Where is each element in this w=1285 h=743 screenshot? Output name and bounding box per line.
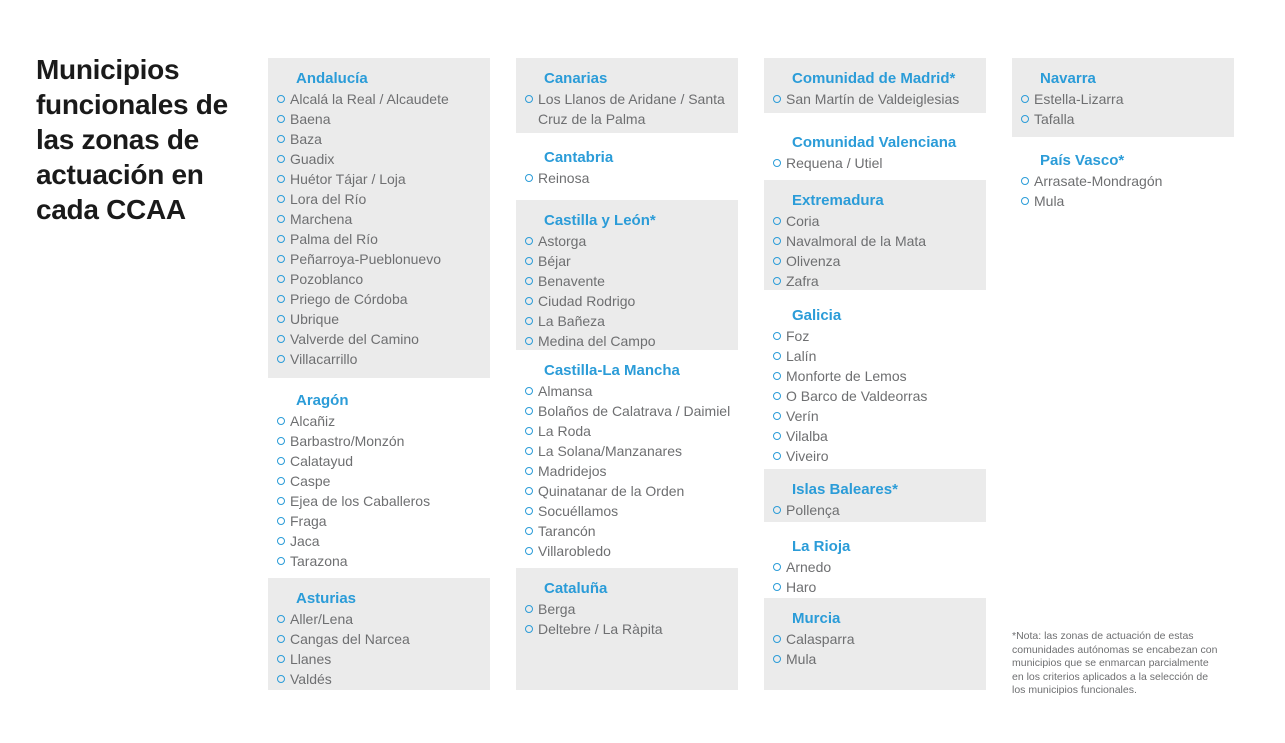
municipality-label: Mula (786, 651, 817, 667)
municipality-label: Pollença (786, 502, 840, 518)
municipality-label: Tarancón (538, 523, 596, 539)
municipality-label: Marchena (290, 211, 353, 227)
region-section (268, 380, 520, 571)
municipality-item (268, 289, 490, 309)
municipality-item (516, 461, 768, 481)
circle-bullet-icon (525, 297, 533, 305)
municipality-label: Medina del Campo (538, 333, 656, 349)
region-section (516, 200, 738, 350)
circle-bullet-icon (525, 237, 533, 245)
municipality-label: Aller/Lena (290, 611, 354, 627)
municipality-item (516, 231, 738, 251)
municipality-label: Alcañiz (290, 413, 336, 429)
circle-bullet-icon (277, 437, 285, 445)
municipality-label: Reinosa (538, 170, 590, 186)
region-header: Castilla-La Mancha (544, 362, 680, 379)
circle-bullet-icon (277, 635, 285, 643)
municipality-label: Alcalá la Real / Alcaudete (290, 91, 449, 107)
municipality-item (1012, 171, 1264, 191)
circle-bullet-icon (277, 335, 285, 343)
municipality-item (764, 211, 986, 231)
circle-bullet-icon (277, 135, 285, 143)
municipality-label: Calasparra (786, 631, 855, 647)
municipality-label: Zafra (786, 273, 819, 289)
municipality-list (764, 326, 1016, 466)
circle-bullet-icon (525, 337, 533, 345)
municipality-item (1012, 191, 1264, 211)
municipality-item (764, 346, 1016, 366)
circle-bullet-icon (773, 563, 781, 571)
region-header: Cantabria (544, 149, 614, 166)
municipality-label: Viveiro (786, 448, 829, 464)
municipality-item (516, 381, 768, 401)
municipality-label: Villacarrillo (290, 351, 358, 367)
region-section (516, 568, 738, 690)
municipality-list (764, 211, 986, 291)
municipality-item (764, 426, 1016, 446)
circle-bullet-icon (525, 427, 533, 435)
municipality-list (268, 89, 490, 369)
municipality-list (764, 153, 1016, 173)
region-header: Canarias (544, 70, 608, 87)
municipality-label: Huétor Tájar / Loja (290, 171, 406, 187)
municipality-label: O Barco de Valdeorras (786, 388, 928, 404)
municipality-label: Ciudad Rodrigo (538, 293, 636, 309)
circle-bullet-icon (773, 392, 781, 400)
region-section (764, 598, 986, 690)
municipality-label: Los Llanos de Aridane / Santa Cruz de la Palma (538, 91, 725, 127)
municipality-list (1012, 89, 1234, 129)
region-section (764, 469, 986, 522)
circle-bullet-icon (1021, 177, 1029, 185)
municipality-label: Ubrique (290, 311, 340, 327)
region-header: País Vasco* (1040, 152, 1125, 169)
municipality-label: Calatayud (290, 453, 354, 469)
region-section (268, 58, 490, 378)
municipality-label: Socuéllamos (538, 503, 619, 519)
circle-bullet-icon (773, 635, 781, 643)
municipality-label: San Martín de Valdeiglesias (786, 91, 960, 107)
municipality-label: Lora del Río (290, 191, 367, 207)
circle-bullet-icon (773, 332, 781, 340)
municipality-list (516, 381, 768, 561)
circle-bullet-icon (525, 547, 533, 555)
circle-bullet-icon (773, 237, 781, 245)
circle-bullet-icon (773, 412, 781, 420)
circle-bullet-icon (773, 217, 781, 225)
municipality-label: Villarobledo (538, 543, 611, 559)
column-2 (516, 0, 768, 743)
circle-bullet-icon (773, 372, 781, 380)
municipality-label: Monforte de Lemos (786, 368, 907, 384)
municipality-label: Ejea de los Caballeros (290, 493, 431, 509)
municipality-label: Almansa (538, 383, 593, 399)
municipality-item (516, 331, 738, 351)
municipality-item (516, 541, 768, 561)
municipality-label: Baena (290, 111, 331, 127)
municipality-item (764, 366, 1016, 386)
circle-bullet-icon (277, 115, 285, 123)
circle-bullet-icon (525, 447, 533, 455)
municipality-label: Lalín (786, 348, 817, 364)
region-section (764, 180, 986, 290)
municipality-item (516, 311, 738, 331)
municipality-label: Priego de Córdoba (290, 291, 408, 307)
municipality-item (268, 669, 490, 689)
municipality-label: Arrasate-Mondragón (1034, 173, 1163, 189)
municipality-list (268, 411, 520, 571)
municipality-label: Olivenza (786, 253, 841, 269)
region-section (516, 58, 738, 133)
municipality-item (268, 471, 520, 491)
municipality-label: Barbastro/Monzón (290, 433, 405, 449)
circle-bullet-icon (277, 215, 285, 223)
circle-bullet-icon (277, 655, 285, 663)
circle-bullet-icon (525, 317, 533, 325)
region-header: Navarra (1040, 70, 1096, 87)
municipality-label: Foz (786, 328, 810, 344)
municipality-label: Béjar (538, 253, 571, 269)
circle-bullet-icon (277, 457, 285, 465)
municipality-label: Pozoblanco (290, 271, 364, 287)
municipality-item (268, 629, 490, 649)
municipality-list (764, 500, 986, 520)
circle-bullet-icon (277, 195, 285, 203)
municipality-item (268, 431, 520, 451)
circle-bullet-icon (773, 583, 781, 591)
page-title-line: actuación en (36, 159, 204, 190)
region-header: Castilla y León* (544, 212, 656, 229)
municipality-label: Verín (786, 408, 819, 424)
circle-bullet-icon (525, 507, 533, 515)
municipality-item (268, 329, 490, 349)
circle-bullet-icon (277, 417, 285, 425)
region-header: Extremadura (792, 192, 884, 209)
municipality-list (516, 89, 738, 129)
municipality-item (516, 619, 738, 639)
municipality-item (516, 481, 768, 501)
municipality-label: Baza (290, 131, 322, 147)
circle-bullet-icon (277, 315, 285, 323)
municipality-item (268, 229, 490, 249)
municipality-item (516, 291, 738, 311)
municipality-item (268, 129, 490, 149)
municipality-label: Tafalla (1034, 111, 1075, 127)
municipality-item (268, 511, 520, 531)
municipality-item (764, 557, 1016, 577)
municipality-label: Palma del Río (290, 231, 378, 247)
circle-bullet-icon (277, 557, 285, 565)
municipality-item (268, 451, 520, 471)
circle-bullet-icon (277, 235, 285, 243)
region-section (268, 578, 490, 690)
municipality-item (268, 169, 490, 189)
municipality-label: Astorga (538, 233, 587, 249)
region-section (764, 295, 1016, 466)
municipality-label: Coria (786, 213, 820, 229)
municipality-item (764, 386, 1016, 406)
circle-bullet-icon (277, 477, 285, 485)
region-header: Murcia (792, 610, 841, 627)
circle-bullet-icon (525, 257, 533, 265)
region-section (764, 58, 986, 113)
circle-bullet-icon (277, 675, 285, 683)
municipality-item (764, 577, 1016, 597)
municipality-item (516, 599, 738, 619)
municipality-item (268, 609, 490, 629)
region-header: Galicia (792, 307, 842, 324)
municipality-item (764, 629, 986, 649)
column-1 (268, 0, 520, 743)
municipality-item (268, 491, 520, 511)
municipality-item (764, 231, 986, 251)
municipality-label: Estella-Lizarra (1034, 91, 1124, 107)
region-header: Aragón (296, 392, 349, 409)
region-header: Comunidad de Madrid* (792, 70, 956, 87)
circle-bullet-icon (773, 95, 781, 103)
circle-bullet-icon (277, 95, 285, 103)
circle-bullet-icon (525, 95, 533, 103)
municipality-list (516, 231, 738, 351)
circle-bullet-icon (525, 625, 533, 633)
circle-bullet-icon (277, 155, 285, 163)
municipality-label: Vilalba (786, 428, 828, 444)
municipality-label: La Bañeza (538, 313, 605, 329)
circle-bullet-icon (525, 407, 533, 415)
municipality-item (268, 411, 520, 431)
municipality-item (516, 521, 768, 541)
circle-bullet-icon (773, 432, 781, 440)
municipality-item (516, 401, 768, 421)
municipality-item (764, 153, 1016, 173)
region-section (764, 526, 1016, 597)
page-title-line: Municipios (36, 54, 180, 85)
municipality-item (268, 109, 490, 129)
circle-bullet-icon (525, 605, 533, 613)
municipality-item (268, 309, 490, 329)
municipality-item (764, 271, 986, 291)
municipality-list (268, 609, 490, 689)
circle-bullet-icon (525, 467, 533, 475)
municipality-label: Arnedo (786, 559, 832, 575)
region-header: Asturias (296, 590, 357, 607)
municipality-list (1012, 171, 1264, 211)
region-header: La Rioja (792, 538, 851, 555)
municipality-label: Benavente (538, 273, 605, 289)
municipality-label: La Roda (538, 423, 591, 439)
region-section (764, 122, 1016, 173)
circle-bullet-icon (773, 452, 781, 460)
circle-bullet-icon (773, 257, 781, 265)
region-section (516, 350, 768, 561)
municipality-label: Guadix (290, 151, 335, 167)
region-section (1012, 140, 1264, 211)
circle-bullet-icon (773, 655, 781, 663)
circle-bullet-icon (277, 275, 285, 283)
municipality-list (764, 89, 986, 109)
municipality-item (268, 531, 520, 551)
circle-bullet-icon (525, 174, 533, 182)
circle-bullet-icon (773, 159, 781, 167)
municipality-item (1012, 89, 1234, 109)
municipality-label: Llanes (290, 651, 332, 667)
municipality-item (764, 326, 1016, 346)
municipality-label: Haro (786, 579, 817, 595)
municipality-label: Deltebre / La Ràpita (538, 621, 663, 637)
page-title-line: cada CCAA (36, 194, 186, 225)
municipality-item (516, 89, 738, 129)
municipality-label: Tarazona (290, 553, 348, 569)
municipality-label: Fraga (290, 513, 327, 529)
municipality-label: Quinatanar de la Orden (538, 483, 685, 499)
region-header: Islas Baleares* (792, 481, 898, 498)
footnote: *Nota: las zonas de actuación de estas comunidades autónomas se encabezan con municipios que se enmarcan parcialmente en los criterios aplicados a la selección de los municipios funcionales. (1012, 630, 1218, 696)
municipality-item (268, 269, 490, 289)
municipality-item (268, 249, 490, 269)
circle-bullet-icon (277, 537, 285, 545)
municipality-label: Jaca (290, 533, 320, 549)
municipality-item (268, 209, 490, 229)
municipality-item (764, 500, 986, 520)
municipality-item (268, 349, 490, 369)
circle-bullet-icon (277, 615, 285, 623)
region-section (1012, 58, 1234, 137)
column-3 (764, 0, 1016, 743)
page-title-line: funcionales de (36, 89, 228, 120)
municipality-label: Requena / Utiel (786, 155, 883, 171)
circle-bullet-icon (773, 352, 781, 360)
region-header: Cataluña (544, 580, 608, 597)
page-title (36, 52, 251, 227)
municipality-label: Navalmoral de la Mata (786, 233, 927, 249)
circle-bullet-icon (1021, 197, 1029, 205)
municipality-item (764, 406, 1016, 426)
municipality-item (764, 251, 986, 271)
municipality-label: Cangas del Narcea (290, 631, 410, 647)
municipality-list (516, 168, 768, 188)
municipality-item (268, 189, 490, 209)
municipality-item (764, 649, 986, 669)
circle-bullet-icon (773, 506, 781, 514)
municipality-item (268, 649, 490, 669)
circle-bullet-icon (277, 355, 285, 363)
municipality-item (764, 89, 986, 109)
circle-bullet-icon (773, 277, 781, 285)
municipality-item (516, 421, 768, 441)
municipality-label: Valverde del Camino (290, 331, 419, 347)
municipality-item (516, 441, 768, 461)
municipality-label: Mula (1034, 193, 1065, 209)
circle-bullet-icon (277, 175, 285, 183)
municipality-label: Valdés (290, 671, 332, 687)
circle-bullet-icon (1021, 95, 1029, 103)
circle-bullet-icon (525, 487, 533, 495)
municipality-list (764, 629, 986, 669)
circle-bullet-icon (277, 295, 285, 303)
page-title-line: las zonas de (36, 124, 199, 155)
municipality-item (268, 551, 520, 571)
municipality-label: Bolaños de Calatrava / Daimiel (538, 403, 731, 419)
circle-bullet-icon (525, 277, 533, 285)
municipality-list (764, 557, 1016, 597)
municipality-label: Caspe (290, 473, 331, 489)
municipality-item (516, 251, 738, 271)
municipality-item (1012, 109, 1234, 129)
municipality-item (516, 501, 768, 521)
region-header: Andalucía (296, 70, 368, 87)
region-header: Comunidad Valenciana (792, 134, 957, 151)
circle-bullet-icon (277, 255, 285, 263)
municipality-item (516, 271, 738, 291)
circle-bullet-icon (277, 517, 285, 525)
circle-bullet-icon (525, 527, 533, 535)
municipality-label: Peñarroya-Pueblonuevo (290, 251, 441, 267)
municipality-item (268, 89, 490, 109)
municipality-list (516, 599, 738, 639)
municipality-label: Madridejos (538, 463, 607, 479)
circle-bullet-icon (525, 387, 533, 395)
municipality-item (516, 168, 768, 188)
circle-bullet-icon (1021, 115, 1029, 123)
municipality-label: Berga (538, 601, 576, 617)
municipality-item (764, 446, 1016, 466)
municipality-item (268, 149, 490, 169)
region-section (516, 137, 768, 188)
circle-bullet-icon (277, 497, 285, 505)
municipality-label: La Solana/Manzanares (538, 443, 682, 459)
